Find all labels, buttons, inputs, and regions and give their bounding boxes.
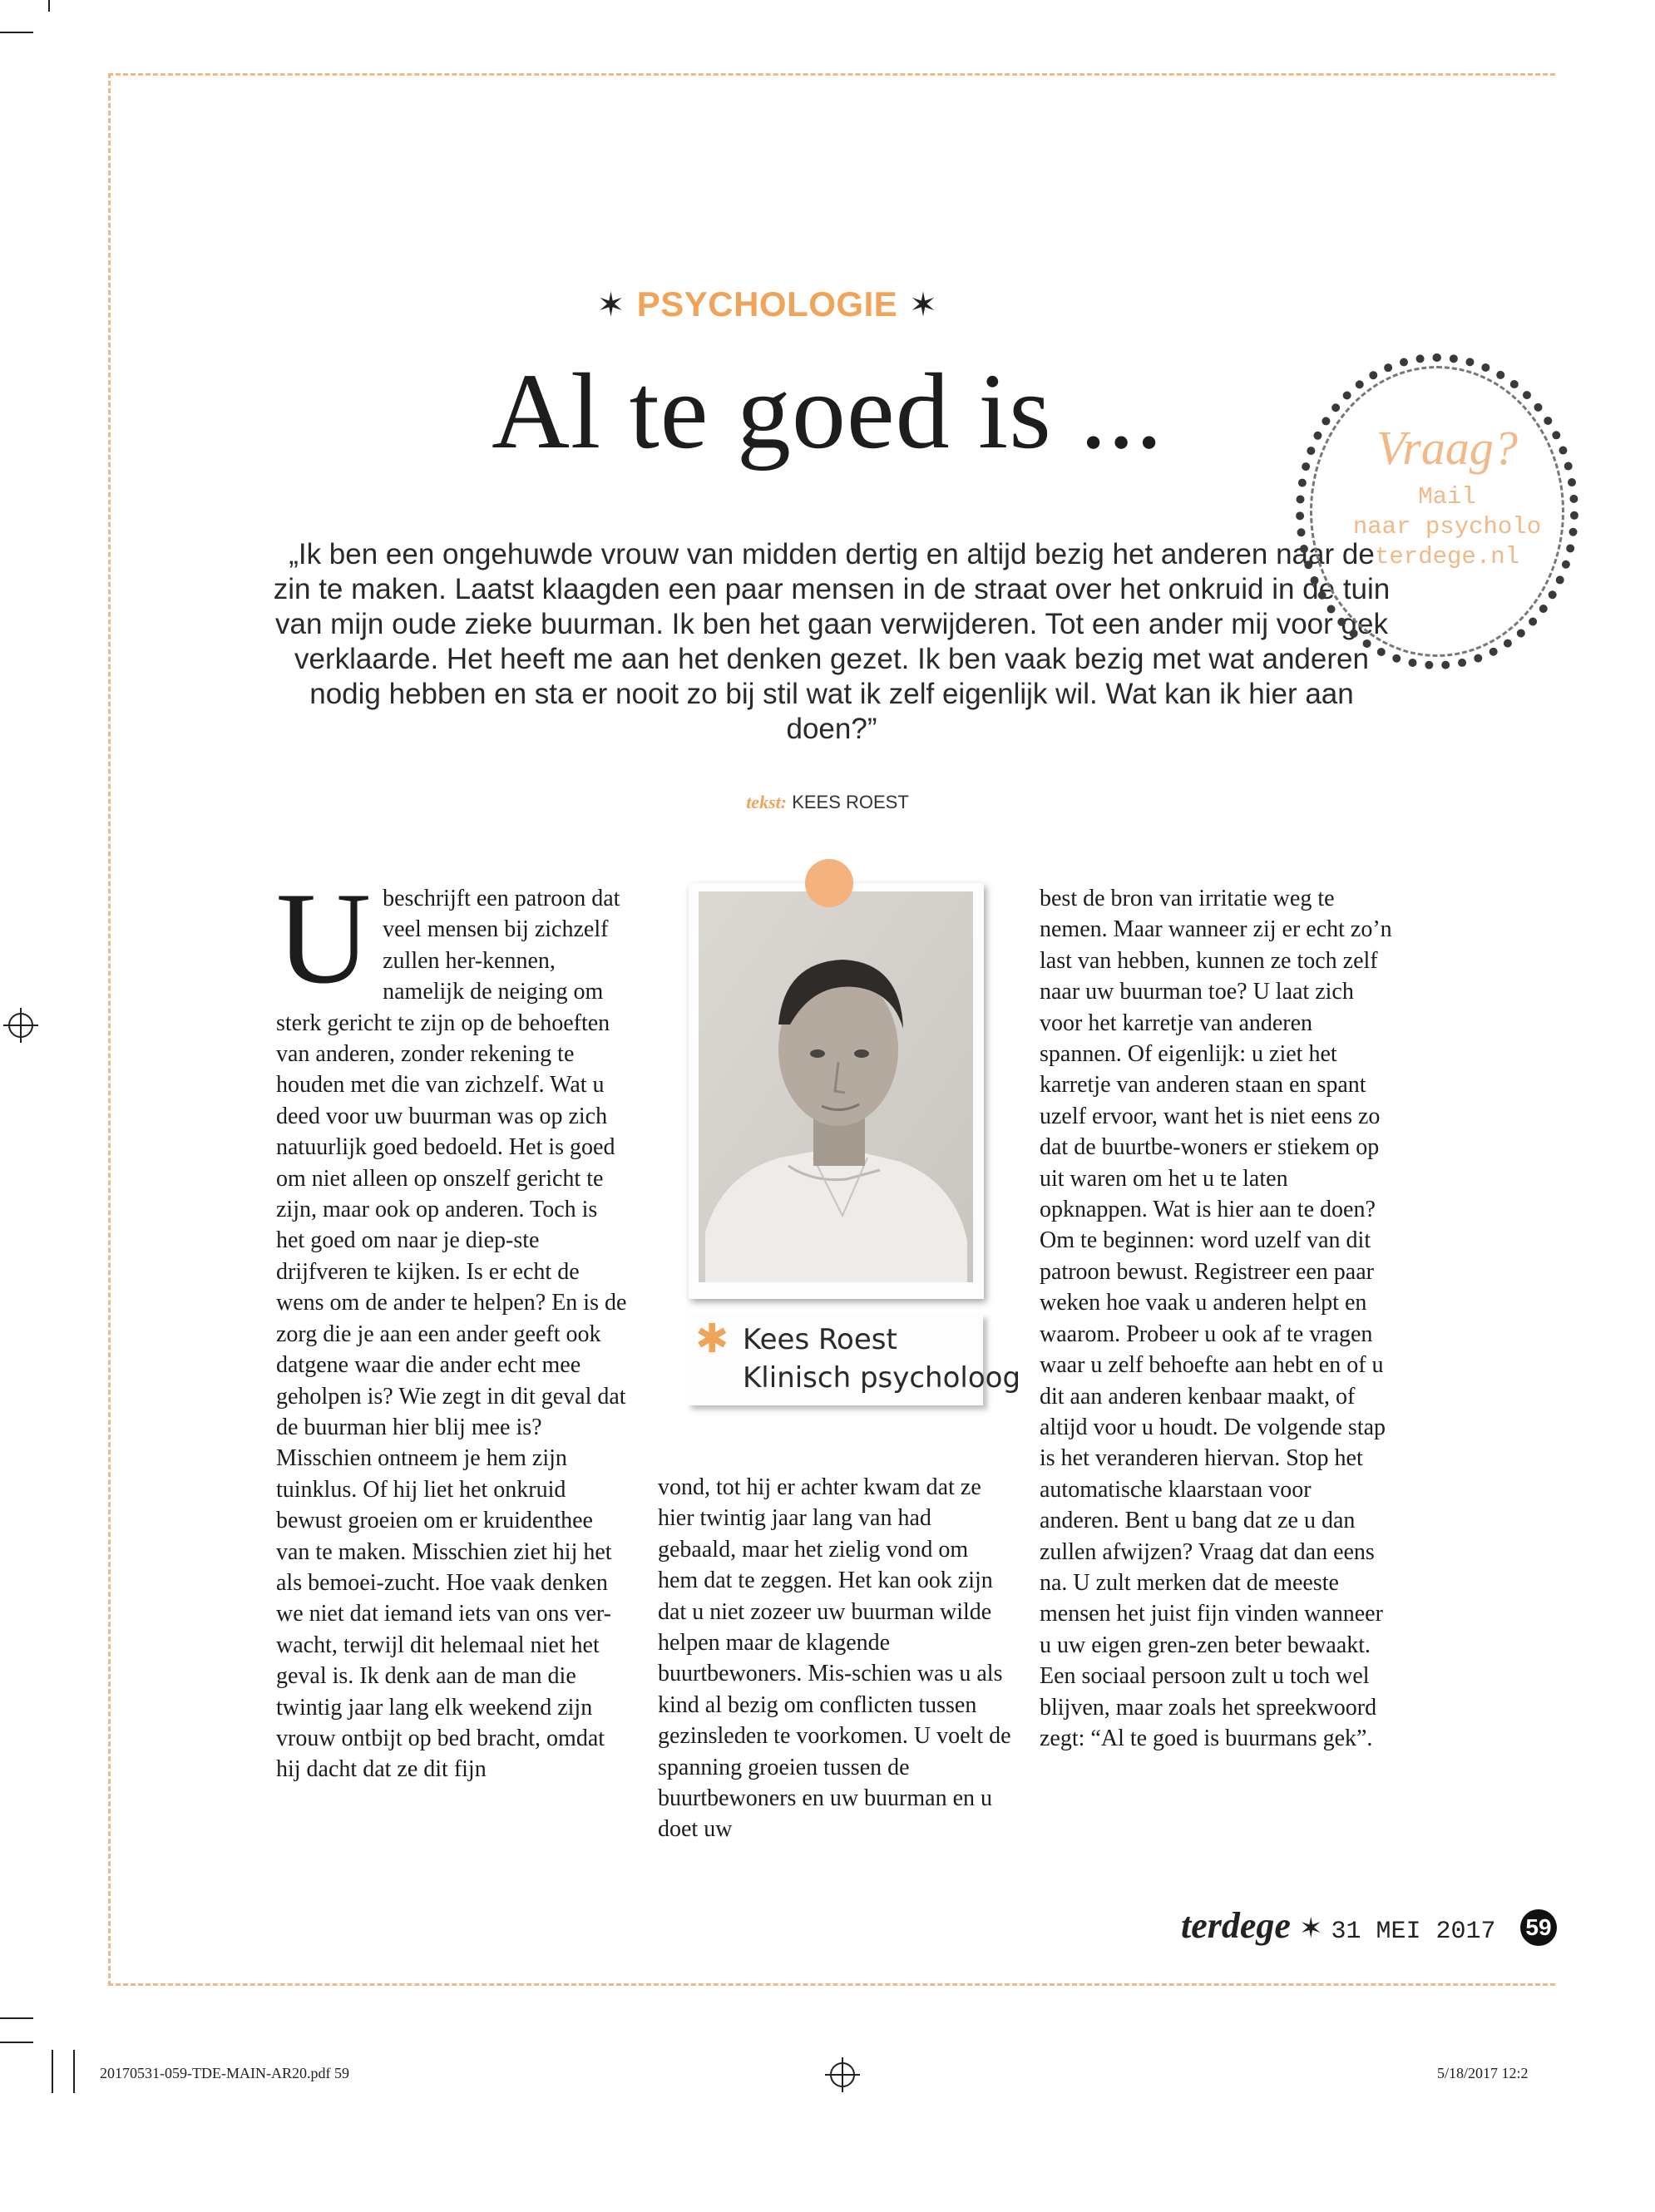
byline-author: KEES ROEST bbox=[792, 792, 909, 812]
section-label bbox=[0, 284, 1534, 324]
column-text: best de bron van irritatie weg te nemen. Maar wanneer zij er echt zo’n last van hebben, kunnen ze toch zelf naar uw buurman toe? U laat zich voor het karretje van anderen spannen. Of eigenlijk: u ziet het karretje van anderen staan en spant uzelf ervoor, want het is niet eens zo dat de buurtbe-woners er stiekem op uit waren om het u te laten opknappen. Wat is hier aan te doen? Om te beginnen: word uzelf van dit patroon bewust. Registreer een paar weken hoe vaak u anderen helpt en waarom. Probeer u ook af te vragen waar u zelf behoefte aan hebt en of u dit aan anderen kenbaar maakt, of altijd voor u houdt. De volgende stap is het veranderen hiervan. Stop het automatische klaarstaan voor anderen. Bent u bang dat ze u dan zullen afwijzen? Vraag dat dan eens na. U zult merken dat de meeste mensen het juist fijn vinden wanneer u uw eigen gren-zen beter bewaakt. Een sociaal persoon zult u toch wel blijven, maar zoals het spreekwoord zegt: “Al te goed is buurmans gek”. bbox=[1040, 886, 1392, 1751]
author-photo bbox=[689, 883, 984, 1299]
registration-mark-icon bbox=[830, 2062, 855, 2087]
page-title: Al te goed is ... bbox=[492, 352, 1163, 472]
brand-logo: terdege bbox=[1181, 1905, 1291, 1946]
caption-role: Klinisch psycholoog bbox=[743, 1361, 1021, 1395]
print-slug-file: 20170531-059-TDE-MAIN-AR20.pdf 59 bbox=[100, 2065, 349, 2081]
intro-question: „Ik ben een ongehuwde vrouw van midden dertig en altijd bezig het anderen naar de zin te maken. Laatst klaagden een paar mensen in de straat over het onkruid in de tuin van mijn oude zieke buurman. Ik ben het gaan verwijderen. Tot een ander mij voor gek verklaarde. Het heeft me aan het denken gezet. Ik ben vaak bezig met wat anderen nodig hebben en sta er nooit zo bij stil wat ik zelf eigenlijk wil. Wat kan ik hier aan doen?” bbox=[273, 538, 1391, 745]
article-column-1 bbox=[276, 866, 630, 1785]
caption-name: Kees Roest bbox=[743, 1323, 897, 1356]
stamp-line: terdege.nl bbox=[1374, 543, 1520, 570]
photo-caption bbox=[743, 1321, 1021, 1397]
column-text: beschrijft een patroon dat veel mensen bij zichzelf zullen her-kennen, namelijk de neiging om sterk gericht te zijn op de behoeften van anderen, zonder rekening te houden met die van zichzelf. Wat u deed voor uw buurman was op zich natuurlijk goed bedoeld. Het is goed om niet alleen op onszelf gericht te zijn, maar ook op anderen. Toch is het goed om naar je diep-ste drijfveren te kijken. Is er echt de wens om de ander te helpen? En is de zorg die je aan een ander geeft ook datgene waar die ander echt mee geholpen is? Wie zegt in dit geval dat de buurman hier blij mee is? Misschien ontneem je hem zijn tuinklus. Of hij liet het onkruid bewust groeien om er kruidenthee van te maken. Misschien ziet hij het als bemoei-zucht. Hoe vaak denken we niet dat iemand iets van ons ver-wacht, terwijl dit helemaal niet het geval is. Ik denk aan de man die twintig jaar lang elk weekend zijn vrouw ontbijt op bed bracht, omdat hij dacht dat ze dit fijn bbox=[276, 886, 627, 1783]
registration-mark-icon bbox=[8, 1013, 33, 1038]
crop-mark bbox=[48, 0, 50, 12]
byline bbox=[0, 792, 1655, 813]
page-footer bbox=[1181, 1904, 1495, 1947]
pin-icon bbox=[805, 859, 853, 907]
stamp-line: Mail bbox=[1418, 483, 1476, 511]
section-label-text: PSYCHOLOGIE bbox=[636, 284, 898, 323]
page-number: 59 bbox=[1520, 1909, 1557, 1946]
issue-date: 31 MEI 2017 bbox=[1331, 1918, 1496, 1946]
author-photo-card bbox=[689, 883, 984, 1299]
star-icon: ✶ bbox=[1298, 1912, 1323, 1945]
article-column-2 bbox=[658, 1472, 1011, 1845]
byline-label: tekst: bbox=[746, 792, 788, 812]
stamp-line: naar psycholo bbox=[1352, 513, 1542, 541]
drop-cap: U bbox=[276, 866, 372, 1011]
star-icon: ✶ bbox=[596, 287, 625, 323]
crop-mark bbox=[0, 2042, 33, 2043]
article-column-3 bbox=[1040, 883, 1396, 1754]
stamp bbox=[1314, 420, 1580, 572]
crop-mark bbox=[73, 2050, 75, 2093]
crop-mark bbox=[52, 2050, 53, 2093]
print-slug-timestamp: 5/18/2017 12:2 bbox=[1437, 2065, 1529, 2081]
column-text: vond, tot hij er achter kwam dat ze hier twintig jaar lang van had gebaald, maar het zielig vond om hem dat te zeggen. Het kan ook zijn dat u niet zozeer uw buurman wilde helpen maar de klagende buurtbewoners. Mis-schien was u als kind al bezig om conflicten tussen gezinsleden te voorkomen. U voelt de spanning groeien tussen de buurtbewoners en uw buurman en u doet uw bbox=[658, 1474, 1011, 1843]
crop-mark bbox=[0, 2017, 33, 2019]
asterisk-icon: ✱ bbox=[695, 1316, 729, 1362]
stamp-title: Vraag? bbox=[1376, 421, 1518, 475]
star-icon: ✶ bbox=[909, 287, 938, 323]
crop-mark bbox=[0, 32, 33, 33]
